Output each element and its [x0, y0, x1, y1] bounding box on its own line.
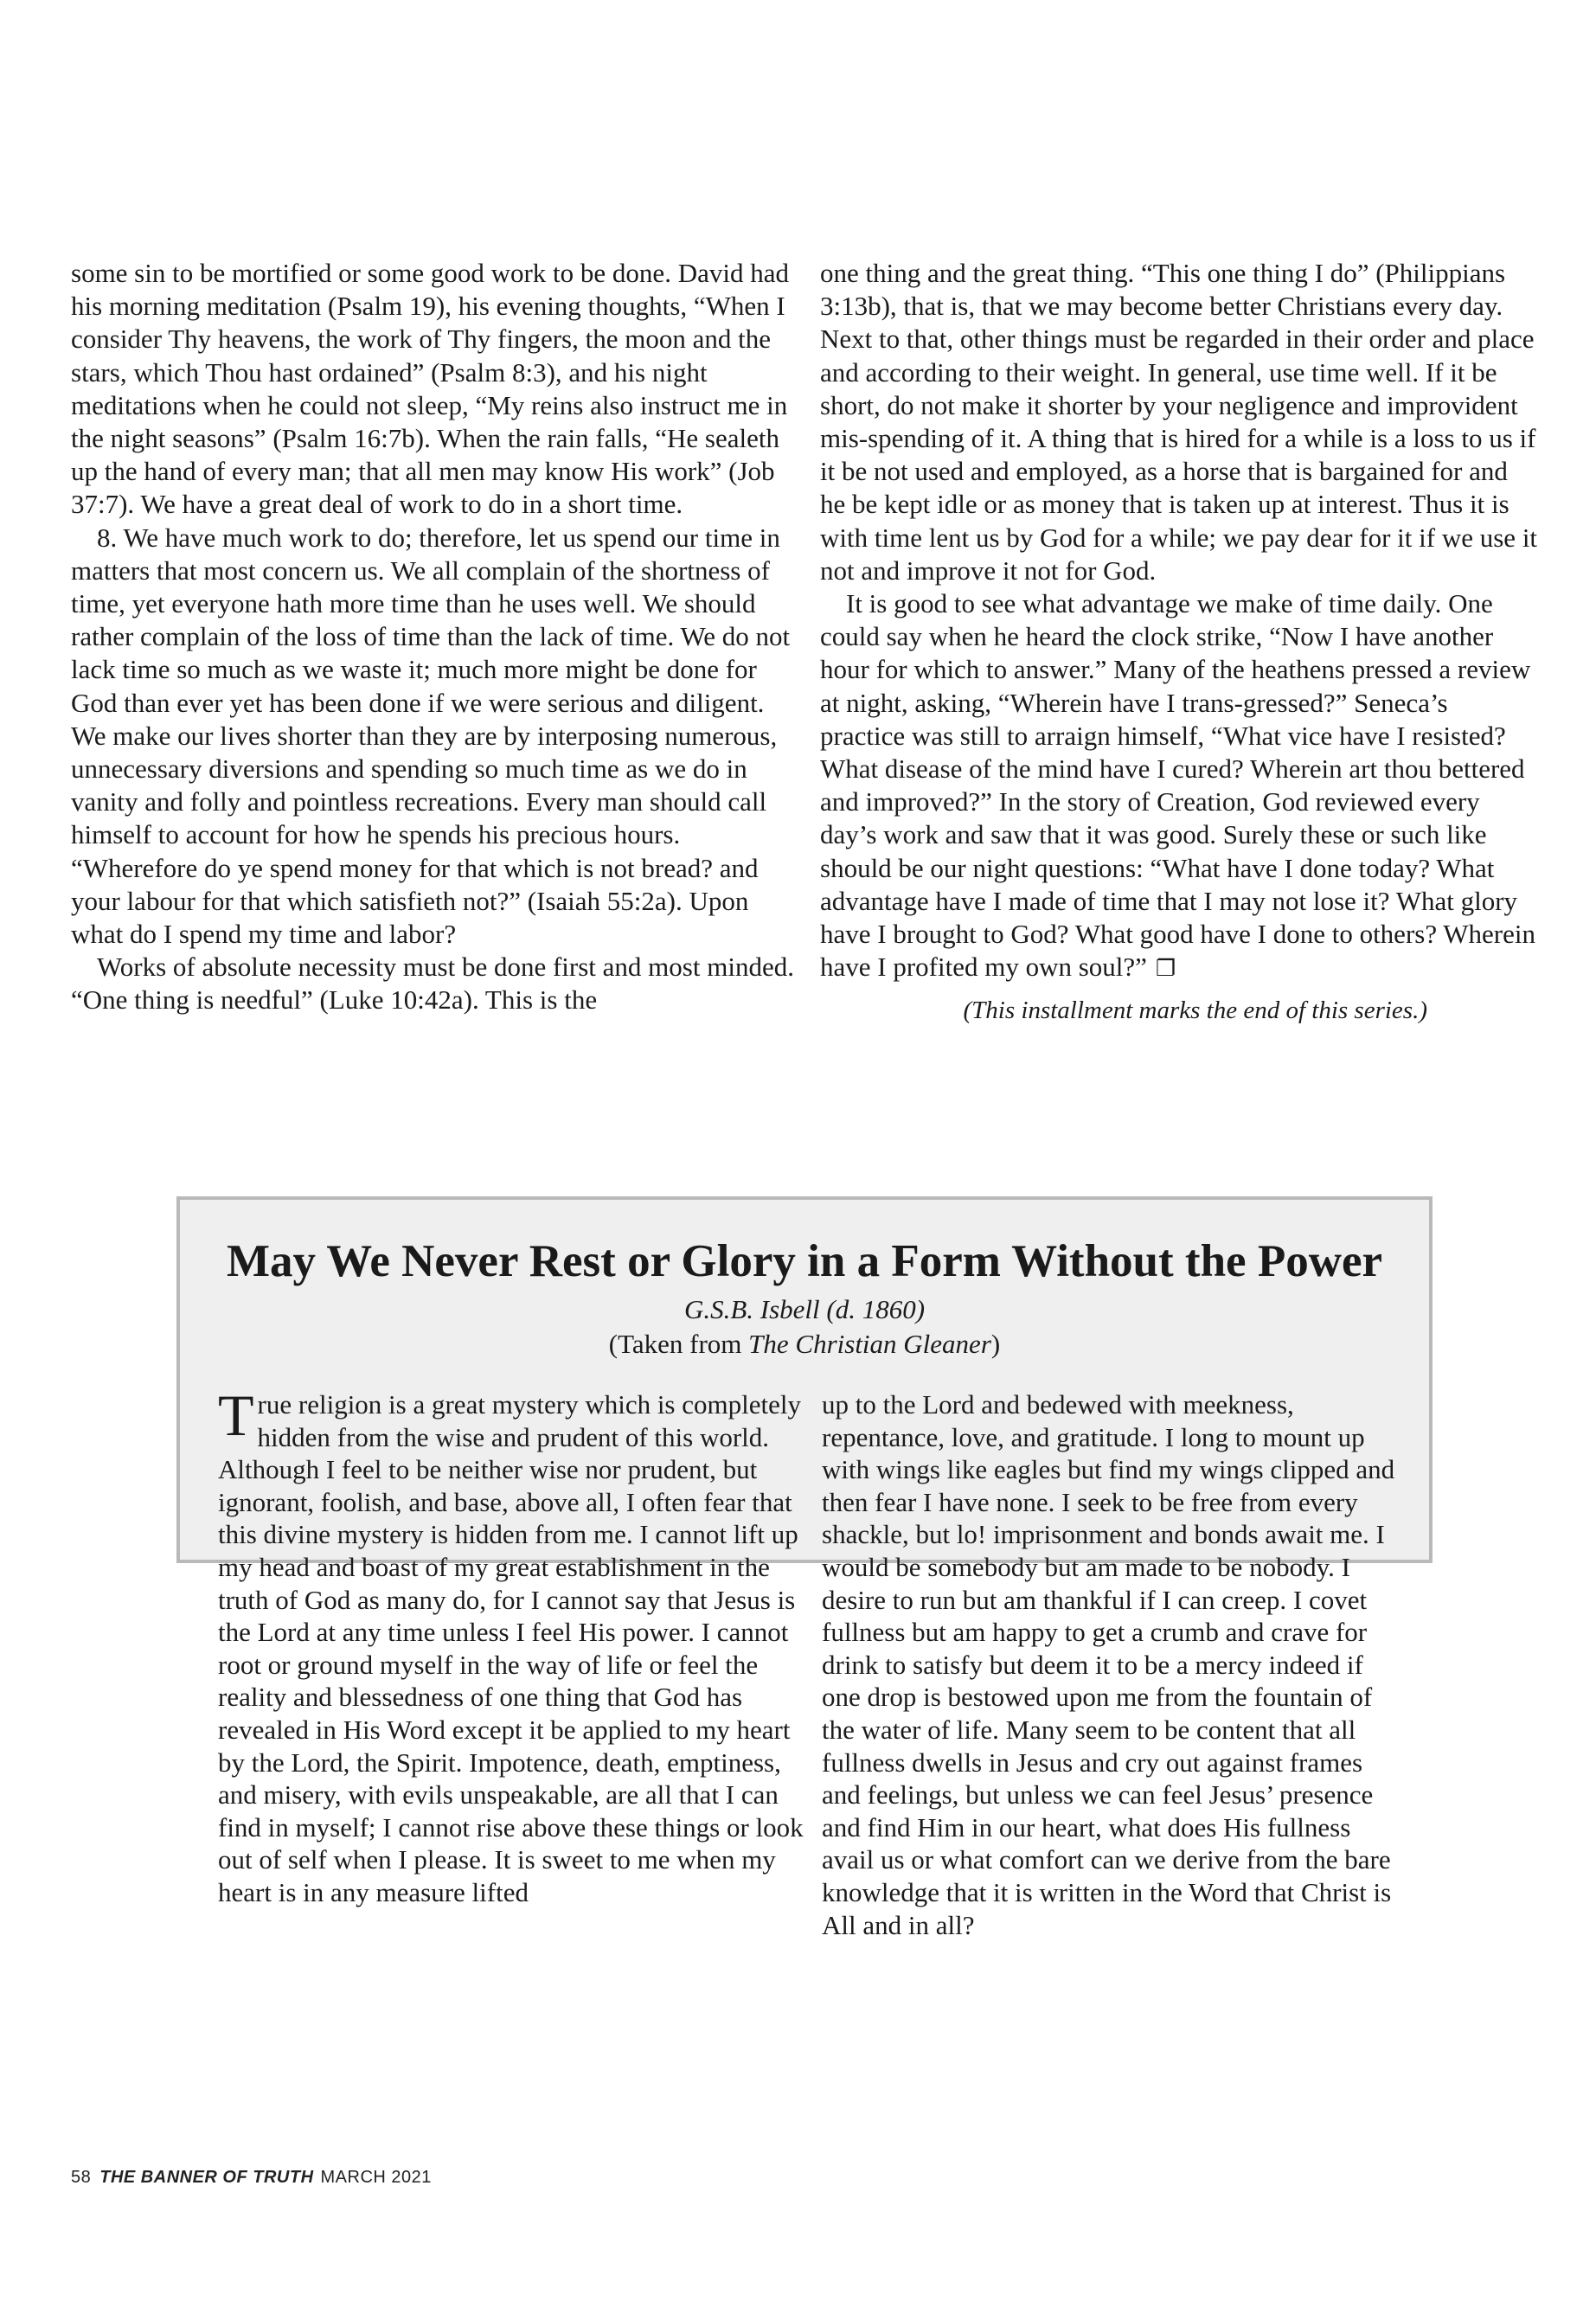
- source-prefix: (Taken from: [608, 1329, 749, 1359]
- sidebar-title: May We Never Rest or Glory in a Form Without the Power: [226, 1236, 1383, 1286]
- sidebar-author: G.S.B. Isbell (d. 1860): [683, 1294, 926, 1324]
- sidebar-paragraph: [218, 1382, 815, 1909]
- sidebar-left-column: [218, 1382, 815, 1909]
- end-mark-icon: ❐: [1155, 956, 1176, 983]
- sidebar-source: [180, 1328, 1429, 1361]
- magazine-name: THE BANNER OF TRUTH: [99, 2168, 314, 2187]
- source-title: The Christian Gleaner: [748, 1329, 991, 1359]
- paragraph: one thing and the great thing. “This one thing I do” (Philippians 3:13b), that is, that we may become better Christians every day. Next to that, other things must be regarded in their order and place and according to their weight. In general, use time well. If it be short, do not make it shorter by your negligence and improvident mis-spending of it. A thing that is hired for a while is a loss to us if it be not used and employed, as a horse that is bargained for and he be kept idle or as money that is taken up at interest. Thus it is with time lent us by God for a while; we pay dear for it if we use it not and improve it not for God.: [820, 258, 1538, 586]
- page-number: 58: [71, 2168, 92, 2187]
- series-note: (This installment marks the end of this series.): [963, 997, 1427, 1025]
- page-footer: [71, 2168, 432, 2188]
- paragraph-text: It is good to see what advantage we make of time daily. One could say when he heard the clock strike, “Now I have another hour for which to answer.” Many of the heathens pressed a review at night, asking, “Wherein have I trans-gressed?” Seneca’s practice was still to arraign himself, “What vice have I resisted? What disease of the mind have I cured? Wherein art thou bettered and improved?” In the story of Creation, God reviewed every day’s work and saw that it was good. Surely these or such like should be our night questions: “What have I done today? What advantage have I made of time that I may not lose it? What glory have I brought to God? What good have I done to others? Wherein have I profited my own soul?”: [820, 588, 1535, 983]
- source-suffix: ): [990, 1329, 1001, 1359]
- paragraph: some sin to be mortified or some good work to be done. David had his morning meditation (Psalm 19), his evening thoughts, “When I consider Thy heavens, the work of Thy fingers, the moon and the stars, which Thou hast ordained” (Psalm 8:3), and his night meditations when he could not sleep, “My reins also instruct me in the night seasons” (Psalm 16:7b). When the rain falls, “He sealeth up the hand of every man; that all men may know His work” (Job 37:7). We have a great deal of work to do in a short time.: [71, 258, 789, 520]
- paragraph: [820, 587, 1538, 985]
- sidebar-left-text: rue religion is a great mystery which is completely hidden from the wise and prudent of this world. Although I feel to be neither wise nor prudent, but ignorant, foolish, and base, above all, I often fear that this divine mystery is hidden from me. I cannot lift up my head and boast of my great establishment in the truth of God as many do, for I cannot say that Jesus is the Lord at any time unless I feel His power. I cannot root or ground myself in the way of life or feel the reality and blessedness of one thing that God has revealed in His Word except it be applied to my heart by the Lord, the Spirit. Impotence, death, emptiness, and misery, with evils unspeakable, are all that I can find in myself; I cannot rise above these things or look out of self when I please. It is sweet to me when my heart is in any measure lifted: [218, 1389, 804, 1907]
- sidebar-box: [176, 1196, 1433, 1940]
- paragraph: Works of absolute necessity must be done first and most minded. “One thing is needful” (Luke 10:42a). This is the: [71, 952, 794, 1016]
- article-right-column: [820, 257, 1538, 1028]
- paragraph: 8. We have much work to do; therefore, let us spend our time in matters that most concern us. We all complain of the shortness of time, yet everyone hath more time than he uses well. We should rather complain of the loss of time than the lack of time. We do not lack time so much as we waste it; much more might be done for God than ever yet has been done if we were serious and diligent. We make our lives shorter than they are by interposing numerous, unnecessary diversions and spending so much time as we do in vanity and folly and pointless recreations. Every man should call himself to account for how he spends his precious hours. “Wherefore do ye spend money for that which is not bread? and your labour for that which satisfieth not?” (Isaiah 55:2a). Upon what do I spend my time and labor?: [71, 522, 791, 950]
- sidebar-right-text: up to the Lord and bedewed with meekness, repentance, love, and gratitude. I long to mount up with wings like eagles but find my wings clipped and then fear I have none. I seek to be free from every shackle, but lo! imprisonment and bonds await me. I would be somebody but am made to be nobody. I desire to run but am thankful if I can creep. I covet fullness but am happy to get a crumb and crave for drink to satisfy but deem it to be a mercy indeed if one drop is bestowed upon me from the fountain of the water of life. Many seem to be content that all fullness dwells in Jesus and cry out against frames and feelings, but unless we can feel Jesus’ presence and find Him in our heart, what does His fullness avail us or what comfort can we derive from the bare knowledge that it is written in the Word that Christ is All and in all?: [822, 1389, 1395, 1940]
- drop-cap: T: [218, 1382, 254, 1448]
- article-left-column: [71, 257, 799, 1017]
- issue-date: MARCH 2021: [320, 2168, 432, 2187]
- sidebar-right-column: [822, 1388, 1407, 1941]
